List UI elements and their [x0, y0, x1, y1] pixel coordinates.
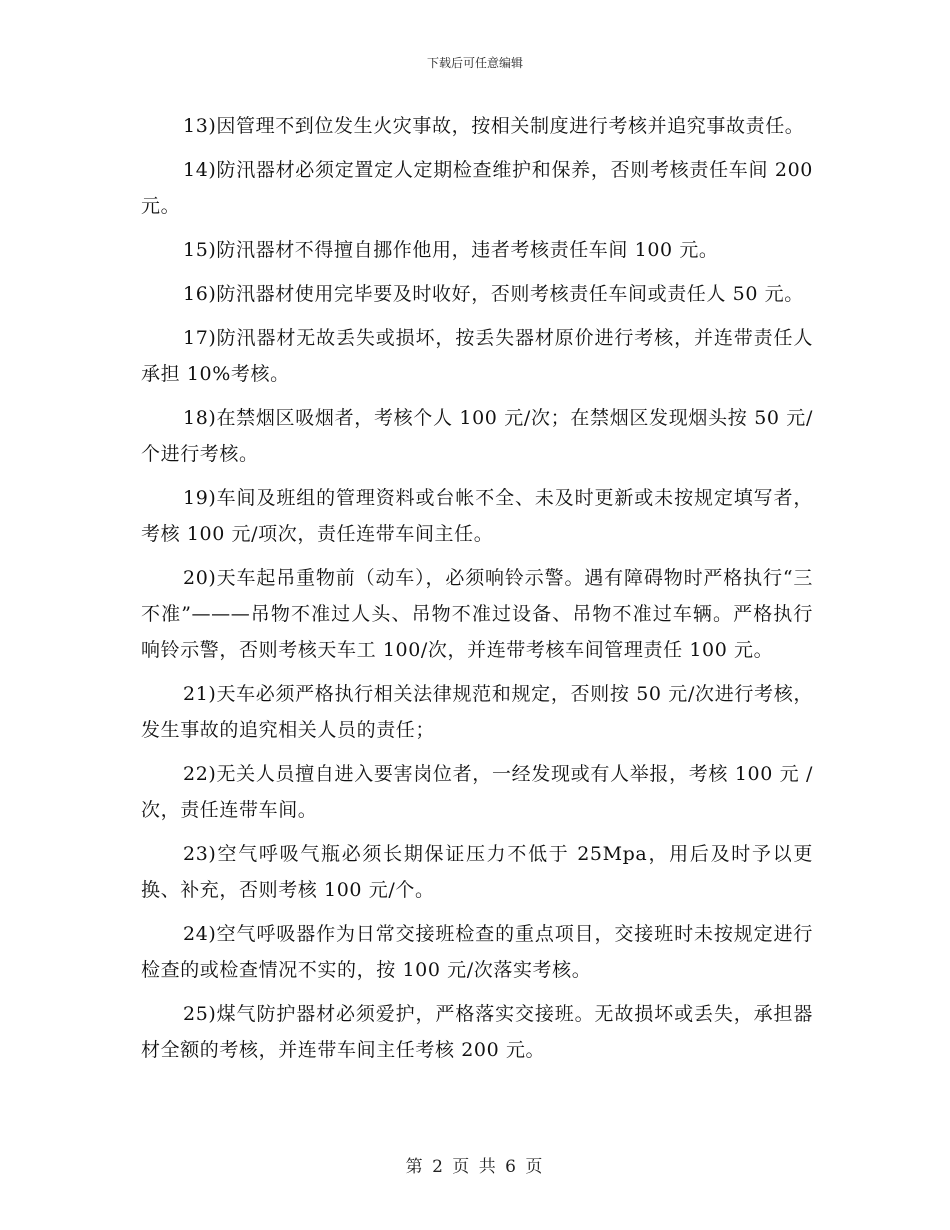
clause-25: 25)煤气防护器材必须爱护，严格落实交接班。无故损坏或丢失，承担器材全额的考核，并连带车间主任考核 200 元。 [141, 1003, 813, 1061]
clause-20: 20)天车起吊重物前（动车），必须响铃示警。遇有障碍物时严格执行“三不准”———吊物不准过人头、吊物不准过设备、吊物不准过车辆。严格执行响铃示警，否则考核天车工 100/次，并连带考核车间管理责任 100 元。 [141, 567, 813, 661]
clause-17: 17)防汛器材无故丢失或损坏，按丢失器材原价进行考核，并连带责任人承担 10%考核。 [141, 327, 813, 385]
clause-18: 18)在禁烟区吸烟者，考核个人 100 元/次；在禁烟区发现烟头按 50 元/个进行考核。 [141, 407, 813, 465]
clause-13: 13)因管理不到位发生火灾事故，按相关制度进行考核并追究事故责任。 [183, 115, 805, 137]
clause-19: 19)车间及班组的管理资料或台帐不全、未及时更新或未按规定填写者，考核 100 元/项次，责任连带车间主任。 [141, 487, 813, 545]
clause-24: 24)空气呼吸器作为日常交接班检查的重点项目，交接班时未按规定进行检查的或检查情况不实的，按 100 元/次落实考核。 [141, 923, 813, 981]
clause-22: 22)无关人员擅自进入要害岗位者，一经发现或有人举报，考核 100 元 / 次，责任连带车间。 [141, 763, 813, 821]
clause-14: 14)防汛器材必须定置定人定期检查维护和保养，否则考核责任车间 200 元。 [141, 159, 813, 217]
clause-21: 21)天车必须严格执行相关法律规范和规定，否则按 50 元/次进行考核，发生事故的追究相关人员的责任； [141, 683, 813, 741]
page-header-note: 下载后可任意编辑 [426, 56, 523, 70]
document-body [141, 108, 813, 1076]
page-number: 第 2 页 共 6 页 [405, 1157, 545, 1177]
clause-15: 15)防汛器材不得擅自挪作他用，违者考核责任车间 100 元。 [183, 239, 719, 261]
clause-16: 16)防汛器材使用完毕要及时收好，否则考核责任车间或责任人 50 元。 [183, 283, 804, 305]
clause-23: 23)空气呼吸气瓶必须长期保证压力不低于 25Mpa，用后及时予以更换、补充，否则考核 100 元/个。 [141, 843, 813, 901]
